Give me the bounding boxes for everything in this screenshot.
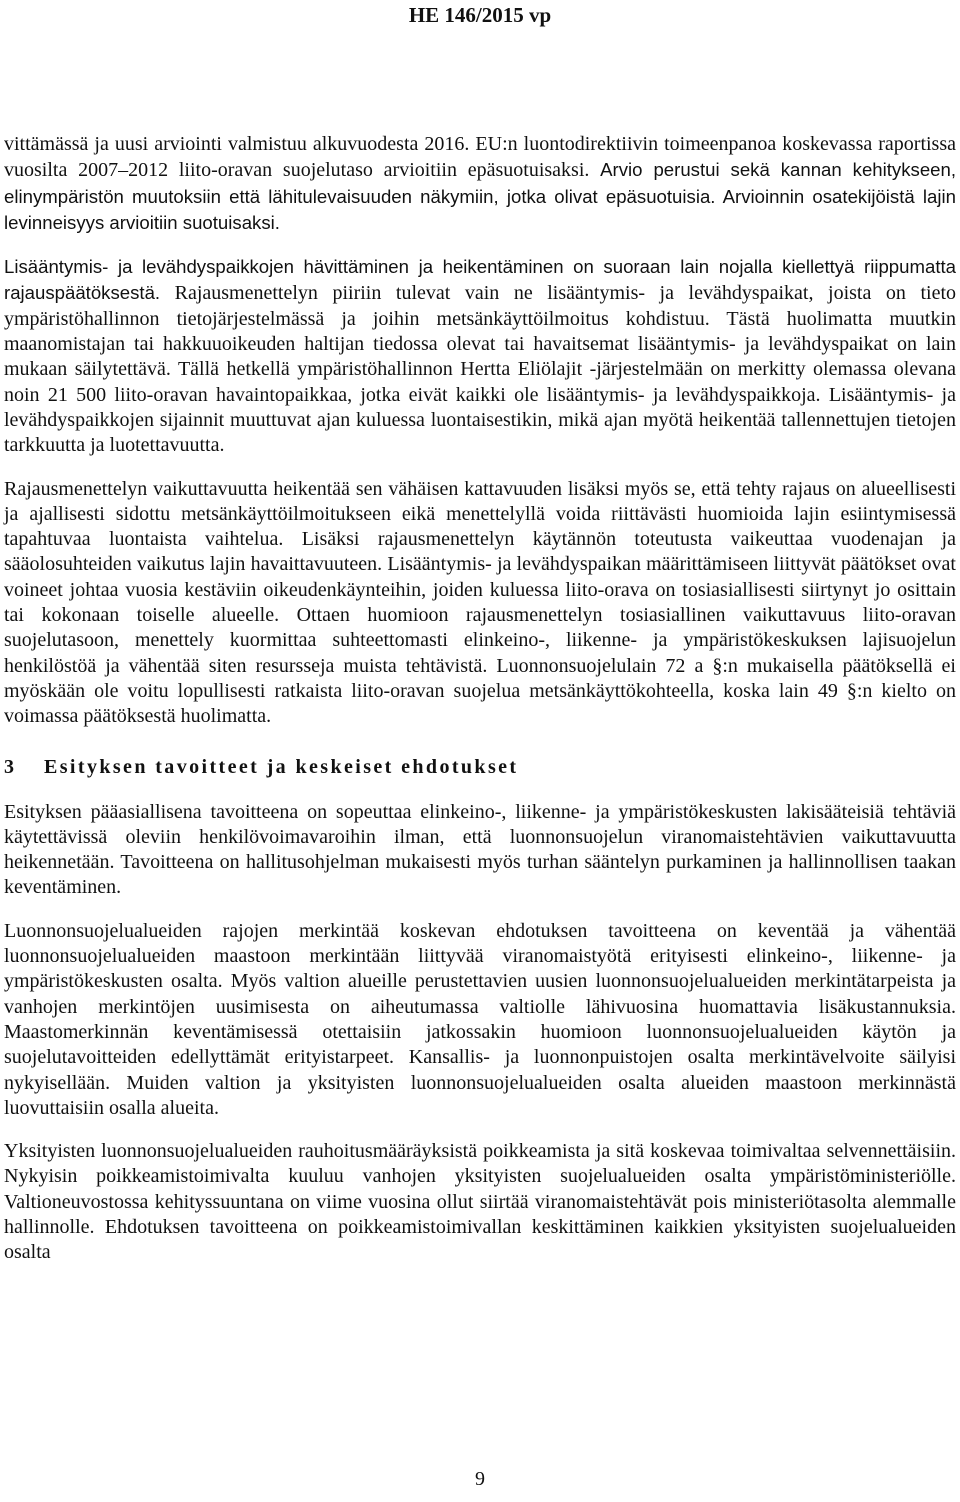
- paragraph-6: Yksityisten luonnonsuojelualueiden rauhoitusmääräyksistä poikkeamista ja sitä koskevaa toimivaltaa selvennettäisiin. Nykyisin poikkeamistoimivalta kuuluu vanhojen yksityisten suojelualueiden osalta ympäristöministeriölle. Valtioneuvostossa kehityssuuntana on viime vuosina ollut siirtää viranomaistehtävät pois ministeriötasolta alemmalle hallinnolle. Ehdotuksen tavoitteena on poikkeamistoimivallan keskittäminen kaikkien yksityisten suojelualueiden osalta: [4, 1140, 956, 1264]
- section-heading: [4, 754, 956, 780]
- paragraph-2-serif-text: Rajausmenettelyn piiriin tulevat vain ne lisääntymis- ja levähdyspaikat, joista on tieto ympäristöhallinnon tietojärjestelmässä ja joihin metsänkäyttöilmoitus kohdistuu. Tästä huolimatta muutkin maanomistajan tai hakkuuoikeuden haltijan tiedossa olevat tai havaitsemat lisääntymis- ja levähdyspaikat on lain mukaan säilytettävä. Tällä hetkellä ympäristöhallinnon Hertta Eliölajit -järjestelmään on merkitty olemassa olevana noin 21 500 liito-oravan havaintopaikkaa, jotka eivät kaikki ole lisääntymis- ja levähdyspaikkoja. Lisääntymis- ja levähdyspaikkojen sijainnit muuttuvat ajan kuluessa luontaisestikin, mikä ajan myötä heikentää tallennettujen tietojen tarkkuutta ja luotettavuutta.: [4, 282, 956, 457]
- paragraph-2: [4, 254, 956, 458]
- page-number: 9: [475, 1468, 485, 1490]
- paragraph-1-serif-text: vittämässä ja uusi arviointi valmistuu alkuvuodesta 2016. EU:n luontodirektiivin toimeenpanoa koskevassa raportissa vuosilta 2007–2012 liito-oravan suojelutaso arvioitiin epäsuotuisaksi.: [4, 133, 956, 182]
- paragraph-4: Esityksen pääasiallisena tavoitteena on sopeuttaa elinkeino-, liikenne- ja ympäristökeskusten lakisääteisiä tehtäviä käytettävissä oleviin henkilövoimavaroihin ilman, että luonnonsuojelun viranomaistehtävien vaikuttavuutta heikennetään. Tavoitteena on hallitusohjelman mukaisesti myös turhan sääntelyn purkaminen ja hallinnollisen taakan keventäminen.: [4, 800, 956, 899]
- section-title: Esityksen tavoitteet ja keskeiset ehdotukset: [44, 755, 519, 778]
- section-number: 3: [4, 755, 14, 778]
- document-header: HE 146/2015 vp: [408, 3, 552, 27]
- paragraph-1: [4, 132, 956, 236]
- paragraph-1-sans-text: Arvio perustui sekä kannan kehitykseen, elinympäristön muutoksiin että lähitulevaisuuden näkymiin, jotka olivat epäsuotuisia. Arvioinnin osatekijöistä lajin levinneisyys arvioitiin suotuisaksi.: [4, 159, 957, 233]
- paragraph-5: Luonnonsuojelualueiden rajojen merkintää koskevan ehdotuksen tavoitteena on keventää ja vähentää luonnonsuojelualueiden maastoon merkintään liittyvää viranomaistyötä erityisesti elinkeino-, liikenne- ja ympäristökeskusten osalta. Myös valtion alueille perustettavien uusien luonnonsuojelualueiden merkintätarpeista ja vanhojen merkintöjen uusimisesta on aiheutumassa valtiolle lähivuosina huomattavia lisäkustannuksia. Maastomerkinnän keventämisessä otettaisiin jatkossakin huomioon luonnonsuojelualueiden käytön ja suojelutavoitteiden edellyttämät erityistarpeet. Kansallis- ja luonnonpuistojen osalta merkintävelvoite säilyisi nykyisellään. Muiden valtion ja yksityisten luonnonsuojelualueiden osalta alueiden maastoon merkinnästä luovuttaisiin osalla alueita.: [4, 919, 956, 1119]
- document-body: [4, 132, 956, 1284]
- paragraph-3: Rajausmenettelyn vaikuttavuutta heikentää sen vähäisen kattavuuden lisäksi myös se, että tehty rajaus on alueellisesti ja ajallisesti sidottu metsänkäyttöilmoitukseen eikä menettelyllä voida riittävästi huomioida lajin esiintymisessä tapahtuvaa luontaista vaihtelua. Lisäksi rajausmenettelyn käytännön toteutusta vaikeuttaa vuodenajan ja sääolosuhteiden vaikutus lajin havaittavuuteen. Lisääntymis- ja levähdyspaikan määrittämiseen liittyvät päätökset ovat voineet johtaa vuosia kestäviin oikeudenkäynteihin, joiden kuluessa liito-orava on tosiasiallisesti siirtynyt jo osittain tai kokonaan toiselle alueelle. Ottaen huomioon rajausmenettelyn tosiasiallinen vaikuttavuus liito-oravan suojelutasoon, menettely kuormittaa suhteettomasti elinkeino-, liikenne- ja ympäristökeskuksen lajisuojelun henkilöstöä ja vähentää siten resursseja muista tehtävistä. Luonnonsuojelulain 72 a §:n mukaisella päätöksellä ei myöskään ole voitu lopullisesti ratkaista liito-oravan suojelua metsänkäyttökohteella, koska lain 49 §:n kielto on voimassa päätöksestä huolimatta.: [4, 477, 956, 728]
- paragraph-2-sans-text: Lisääntymis- ja levähdyspaikkojen hävittäminen ja heikentäminen on suoraan lain nojalla kiellettyä riippumatta rajauspäätöksestä.: [4, 256, 956, 304]
